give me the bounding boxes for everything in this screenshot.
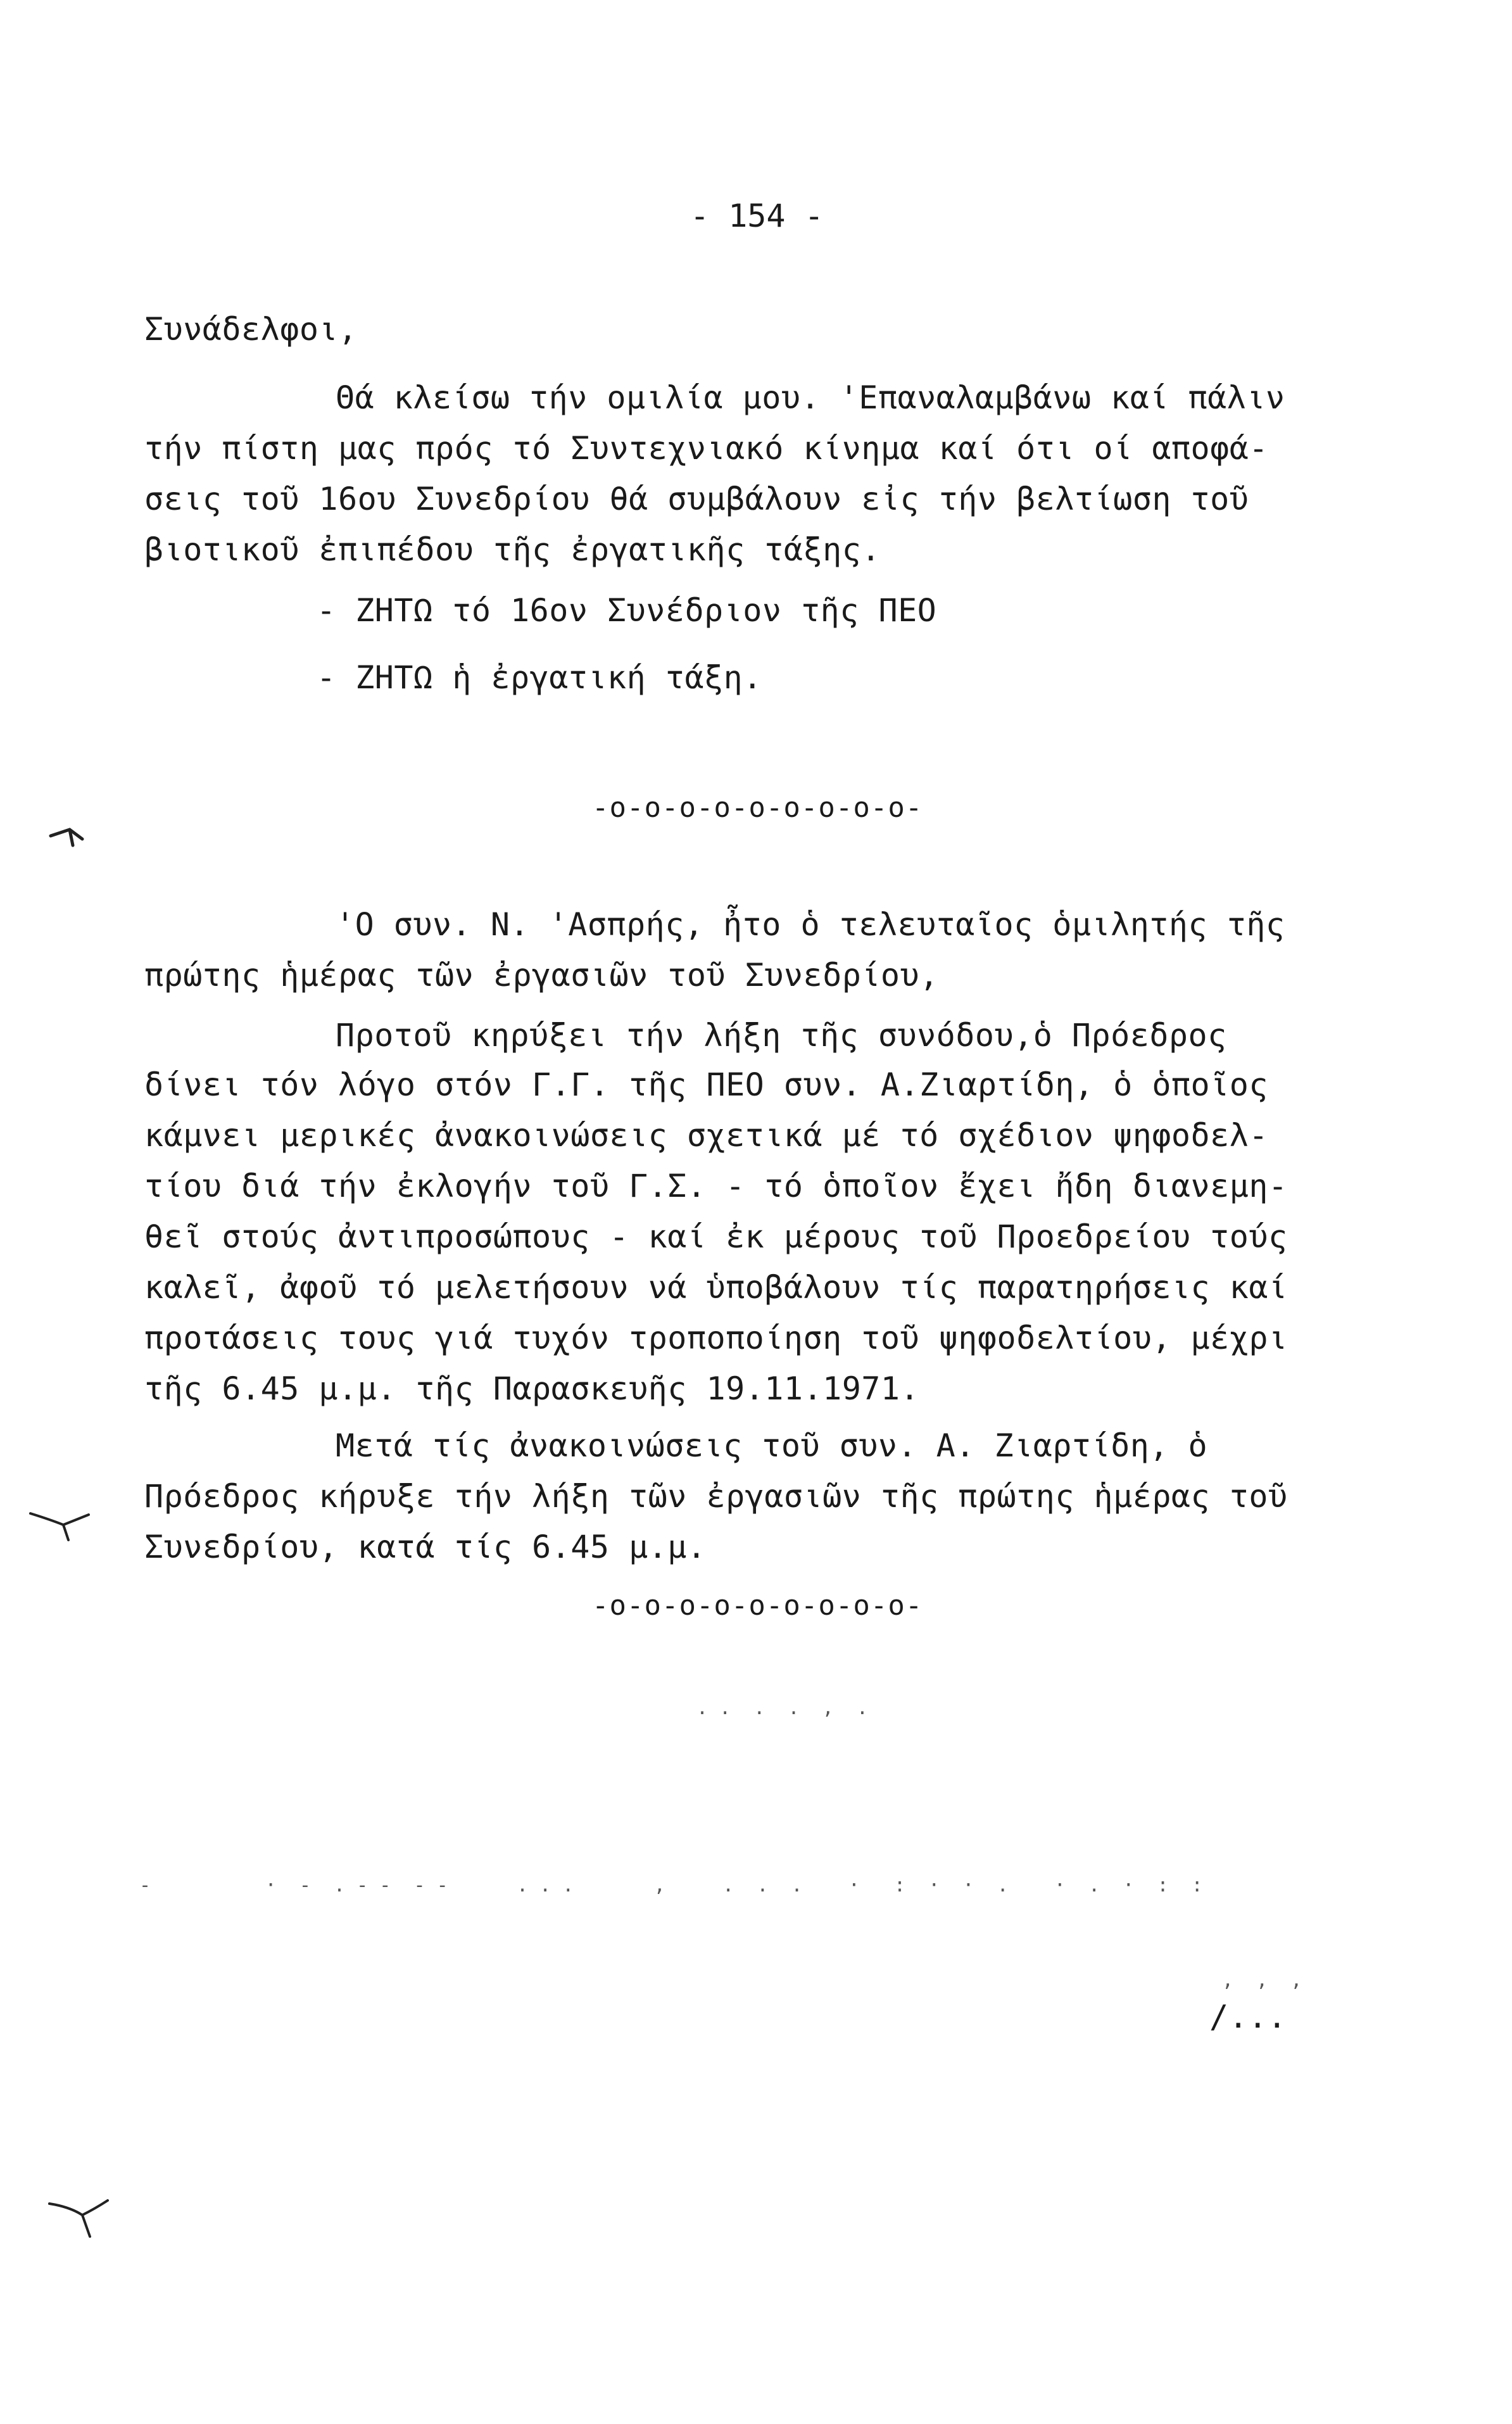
continuation-mark: /... (1209, 1998, 1287, 2035)
paragraph-1-line-3: σεις τοῦ 16ου Συνεδρίου θά συμβάλουν εἰς τήν βελτίωση τοῦ (144, 481, 1249, 517)
separator-1: -o-o-o-o-o-o-o-o-o- (592, 792, 923, 824)
slogan-2: - ΖΗΤΩ ἡ ἐργατική τάξη. (317, 659, 762, 696)
paragraph-1-line-1: Θά κλείσω τήν ομιλία μου. 'Επαναλαμβάνω καί πάλιν (336, 379, 1285, 416)
paragraph-4-line-3: Συνεδρίου, κατά τίς 6.45 μ.μ. (144, 1529, 707, 1565)
scan-specks: - · - . - - - - . . . , . . . · : · · . · . · : : (139, 1874, 1203, 1897)
page-number: - 154 - (690, 198, 824, 234)
paragraph-3-line-3: κάμνει μερικές ἀνακοινώσεις σχετικά μέ τό σχέδιον ψηφοδελ- (144, 1117, 1268, 1154)
paragraph-3-line-5: θεῖ στούς ἀντιπροσώπους - καί ἐκ μέρους τοῦ Προεδρείου τούς (144, 1218, 1288, 1255)
slogan-1: - ΖΗΤΩ τό 16ον Συνέδριον τῆς ΠΕΟ (317, 592, 937, 629)
paragraph-2-line-1: 'Ο συν. Ν. 'Ασπρής, ἦτο ὁ τελευταῖος ὁμιλητής τῆς (336, 906, 1285, 943)
margin-mark-icon (44, 817, 95, 855)
scan-specks: , , , (1222, 1969, 1302, 1992)
paragraph-1-line-4: βιοτικοῦ ἐπιπέδου τῆς ἐργατικῆς τάξης. (144, 531, 881, 568)
paragraph-3-line-2: δίνει τόν λόγο στόν Γ.Γ. τῆς ΠΕΟ συν. Α.Ζιαρτίδη, ὁ ὁποῖος (144, 1066, 1268, 1103)
margin-check-icon (44, 2185, 114, 2242)
paragraph-3-line-6: καλεῖ, ἀφοῦ τό μελετήσουν νά ὑποβάλουν τίς παρατηρήσεις καί (144, 1269, 1288, 1306)
salutation: Συνάδελφοι, (144, 311, 358, 348)
paragraph-3-line-1: Προτοῦ κηρύξει τήν λήξη τῆς συνόδου,ὁ Πρόεδρος (336, 1017, 1227, 1054)
separator-2: -o-o-o-o-o-o-o-o-o- (592, 1589, 923, 1622)
paragraph-4-line-2: Πρόεδρος κήρυξε τήν λήξη τῶν ἐργασιῶν τῆς πρώτης ἡμέρας τοῦ (144, 1478, 1288, 1515)
paragraph-3-line-7: προτάσεις τους γιά τυχόν τροποποίηση τοῦ ψηφοδελτίου, μέχρι (144, 1320, 1288, 1356)
paragraph-2-line-2: πρώτης ἡμέρας τῶν ἐργασιῶν τοῦ Συνεδρίου, (144, 957, 939, 994)
scan-specks: . . . . , . (696, 1697, 868, 1719)
paragraph-1-line-2: τήν πίστη μας πρός τό Συντεχνιακό κίνημα καί ότι οί αποφά- (144, 430, 1268, 467)
margin-check-icon (25, 1501, 95, 1545)
paragraph-3-line-4: τίου διά τήν ἐκλογήν τοῦ Γ.Σ. - τό ὁποῖον ἔχει ἤδη διανεμη- (144, 1168, 1288, 1204)
paragraph-4-line-1: Μετά τίς ἀνακοινώσεις τοῦ συν. Α. Ζιαρτίδη, ὁ (336, 1427, 1208, 1464)
paragraph-3-line-8: τῆς 6.45 μ.μ. τῆς Παρασκευῆς 19.11.1971. (144, 1370, 920, 1407)
